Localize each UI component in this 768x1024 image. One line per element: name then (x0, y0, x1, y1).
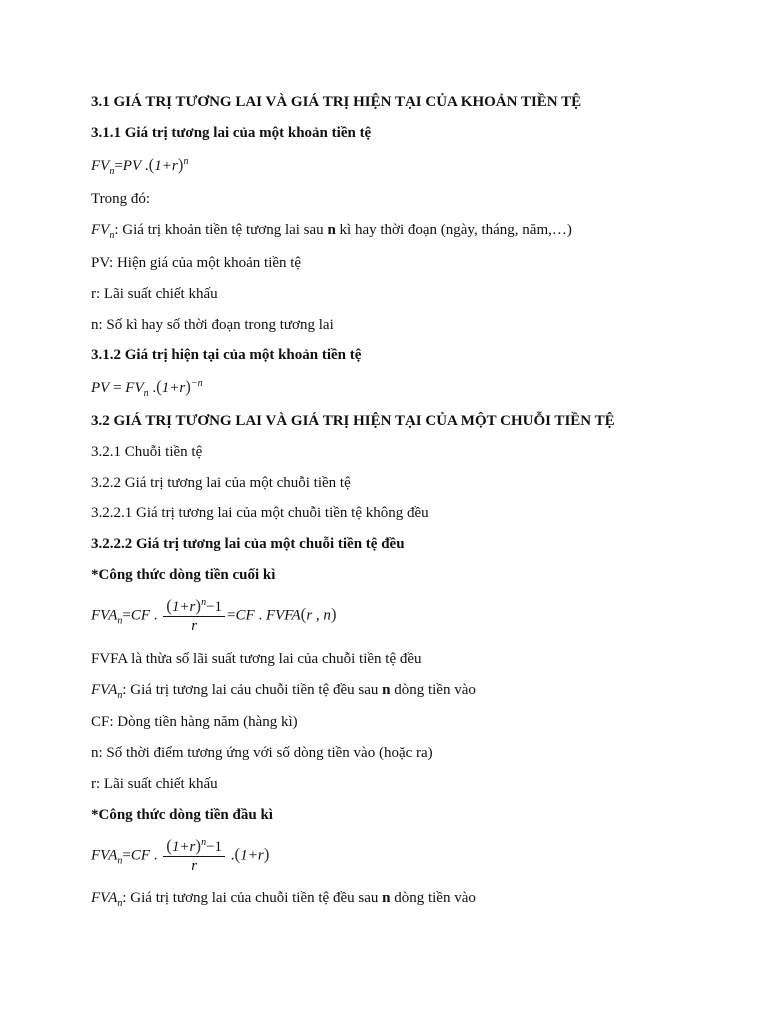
def-n-2: n: Số thời điểm tương ứng với số dòng tiền vào (hoặc ra) (91, 745, 433, 761)
heading-3-1-2: 3.1.2 Giá trị hiện tại của một khoản tiền tệ (91, 347, 362, 363)
subheading-end-of-period: *Công thức dòng tiền cuối kì (91, 567, 276, 583)
formula-fva-begin: $FVA_n=CF$ . $\frac{(1+r)^n-1}{r}$ .(1+r) (91, 836, 270, 874)
subheading-beginning-of-period: *Công thức dòng tiền đầu kì (91, 807, 273, 823)
def-cf: CF: Dòng tiền hàng năm (hàng kì) (91, 714, 298, 730)
formula-fva-end: $FVA_n=CF$ . $\frac{(1+r)^n-1}{r}$ =CF . FVFA(r , n) (91, 596, 337, 634)
heading-3-1: 3.1 GIÁ TRỊ TƯƠNG LAI VÀ GIÁ TRỊ HIỆN TẠI CỦA KHOẢN TIỀN TỆ (91, 94, 582, 110)
heading-3-1-1: 3.1.1 Giá trị tương lai của một khoản tiền tệ (91, 125, 372, 141)
def-fvan-begin: $FVA_n$: Giá trị tương lai của chuỗi tiền tệ đều sau n dòng tiền vào (91, 890, 476, 909)
def-fvn: $FV_n$: Giá trị khoản tiền tệ tương lai sau n kì hay thời đoạn (ngày, tháng, năm,…) (91, 222, 572, 241)
trong-do-label: Trong đó: (91, 191, 151, 207)
heading-3-2: 3.2 GIÁ TRỊ TƯƠNG LAI VÀ GIÁ TRỊ HIỆN TẠI CỦA MỘT CHUỖI TIỀN TỆ (91, 413, 615, 429)
heading-3-2-1: 3.2.1 Chuỗi tiền tệ (91, 444, 203, 460)
fraction: $\frac{(1+r)^n-1}{r}$ (163, 837, 225, 875)
def-pv: PV: Hiện giá của một khoản tiền tệ (91, 255, 302, 271)
fvfa-definition: FVFA là thừa số lãi suất tương lai của chuỗi tiền tệ đều (91, 651, 422, 667)
def-r: r: Lãi suất chiết khấu (91, 286, 218, 302)
heading-3-2-2-1: 3.2.2.1 Giá trị tương lai của một chuỗi tiền tệ không đều (91, 505, 429, 521)
def-n: n: Số kì hay số thời đoạn trong tương lai (91, 317, 334, 333)
heading-3-2-2: 3.2.2 Giá trị tương lai của một chuỗi tiền tệ (91, 475, 351, 491)
heading-3-2-2-2: 3.2.2.2 Giá trị tương lai của một chuỗi tiền tệ đều (91, 536, 405, 552)
def-fvan-end: $FVA_n$: Giá trị tương lai cảu chuỗi tiền tệ đều sau n dòng tiền vào (91, 682, 476, 701)
formula-fv: $FV_n=PV$ $.(1+r)^n$ (91, 155, 189, 177)
def-r-2: r: Lãi suất chiết khấu (91, 776, 218, 792)
formula-pv: PV = $FV_n$ $.(1+r)^{-n}$ (91, 377, 203, 399)
fraction: $\frac{(1+r)^n-1}{r}$ (163, 597, 225, 635)
